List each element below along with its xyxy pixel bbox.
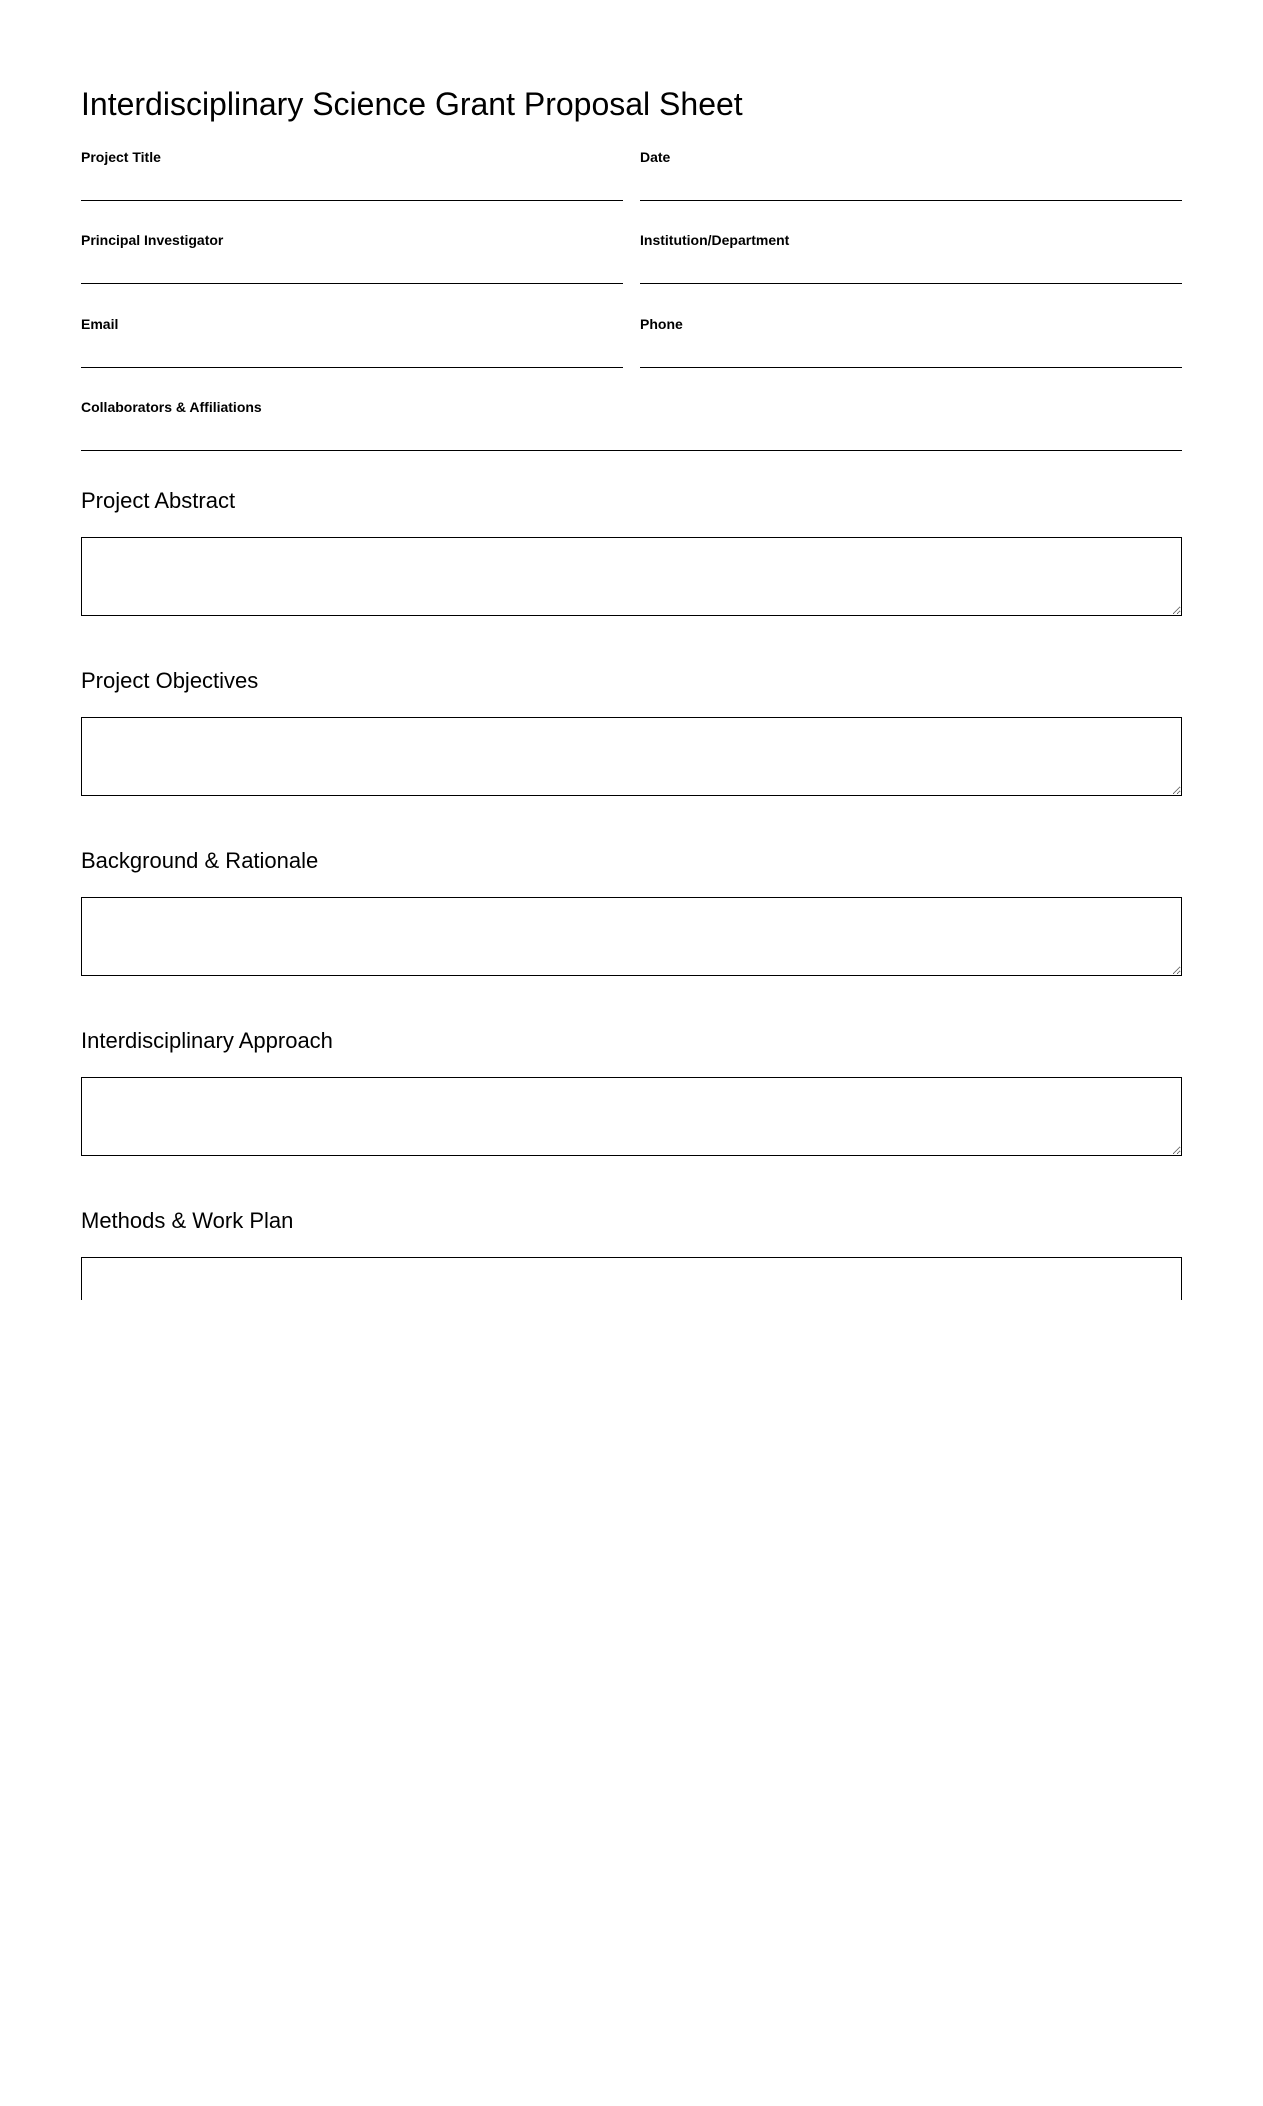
phone-input[interactable] (640, 339, 1182, 368)
section-project-abstract (81, 488, 1182, 668)
proposal-sections (81, 488, 1182, 1300)
background-rationale-textarea[interactable] (81, 897, 1182, 976)
institution-department-label: Institution/Department (640, 232, 790, 249)
grant-proposal-sheet (81, 86, 1182, 1300)
project-objectives-textarea[interactable] (81, 717, 1182, 796)
field-email (81, 316, 623, 368)
collaborators-affiliations-input[interactable] (81, 422, 1182, 451)
project-abstract-heading: Project Abstract (81, 488, 236, 514)
section-project-objectives (81, 668, 1182, 848)
section-interdisciplinary-approach (81, 1028, 1182, 1208)
project-title-label: Project Title (81, 149, 161, 165)
field-collaborators-affiliations (81, 399, 1182, 451)
header-fields (81, 149, 1182, 482)
project-objectives-heading: Project Objectives (81, 668, 259, 694)
project-title-input[interactable] (81, 172, 623, 201)
collaborators-affiliations-label: Collaborators & Affiliations (81, 398, 262, 415)
methods-work-plan-heading: Methods & Work Plan (81, 1208, 294, 1234)
phone-label: Phone (640, 315, 683, 332)
project-abstract-textarea[interactable] (81, 537, 1182, 616)
section-methods-work-plan (81, 1208, 1182, 1300)
field-institution-department (640, 232, 1182, 284)
email-input[interactable] (81, 339, 623, 368)
date-input[interactable] (640, 172, 1182, 201)
field-principal-investigator (81, 232, 623, 284)
background-rationale-heading: Background & Rationale (81, 848, 319, 874)
field-phone (640, 316, 1182, 368)
principal-investigator-label: Principal Investigator (81, 232, 224, 249)
field-project-title (81, 149, 623, 201)
principal-investigator-input[interactable] (81, 255, 623, 284)
interdisciplinary-approach-textarea[interactable] (81, 1077, 1182, 1156)
date-label: Date (640, 149, 671, 165)
methods-work-plan-textarea[interactable] (81, 1257, 1182, 1300)
interdisciplinary-approach-heading: Interdisciplinary Approach (81, 1028, 333, 1054)
section-background-rationale (81, 848, 1182, 1028)
field-date (640, 149, 1182, 201)
page-title: Interdisciplinary Science Grant Proposal Sheet (81, 86, 743, 122)
email-label: Email (81, 315, 119, 332)
institution-department-input[interactable] (640, 255, 1182, 284)
